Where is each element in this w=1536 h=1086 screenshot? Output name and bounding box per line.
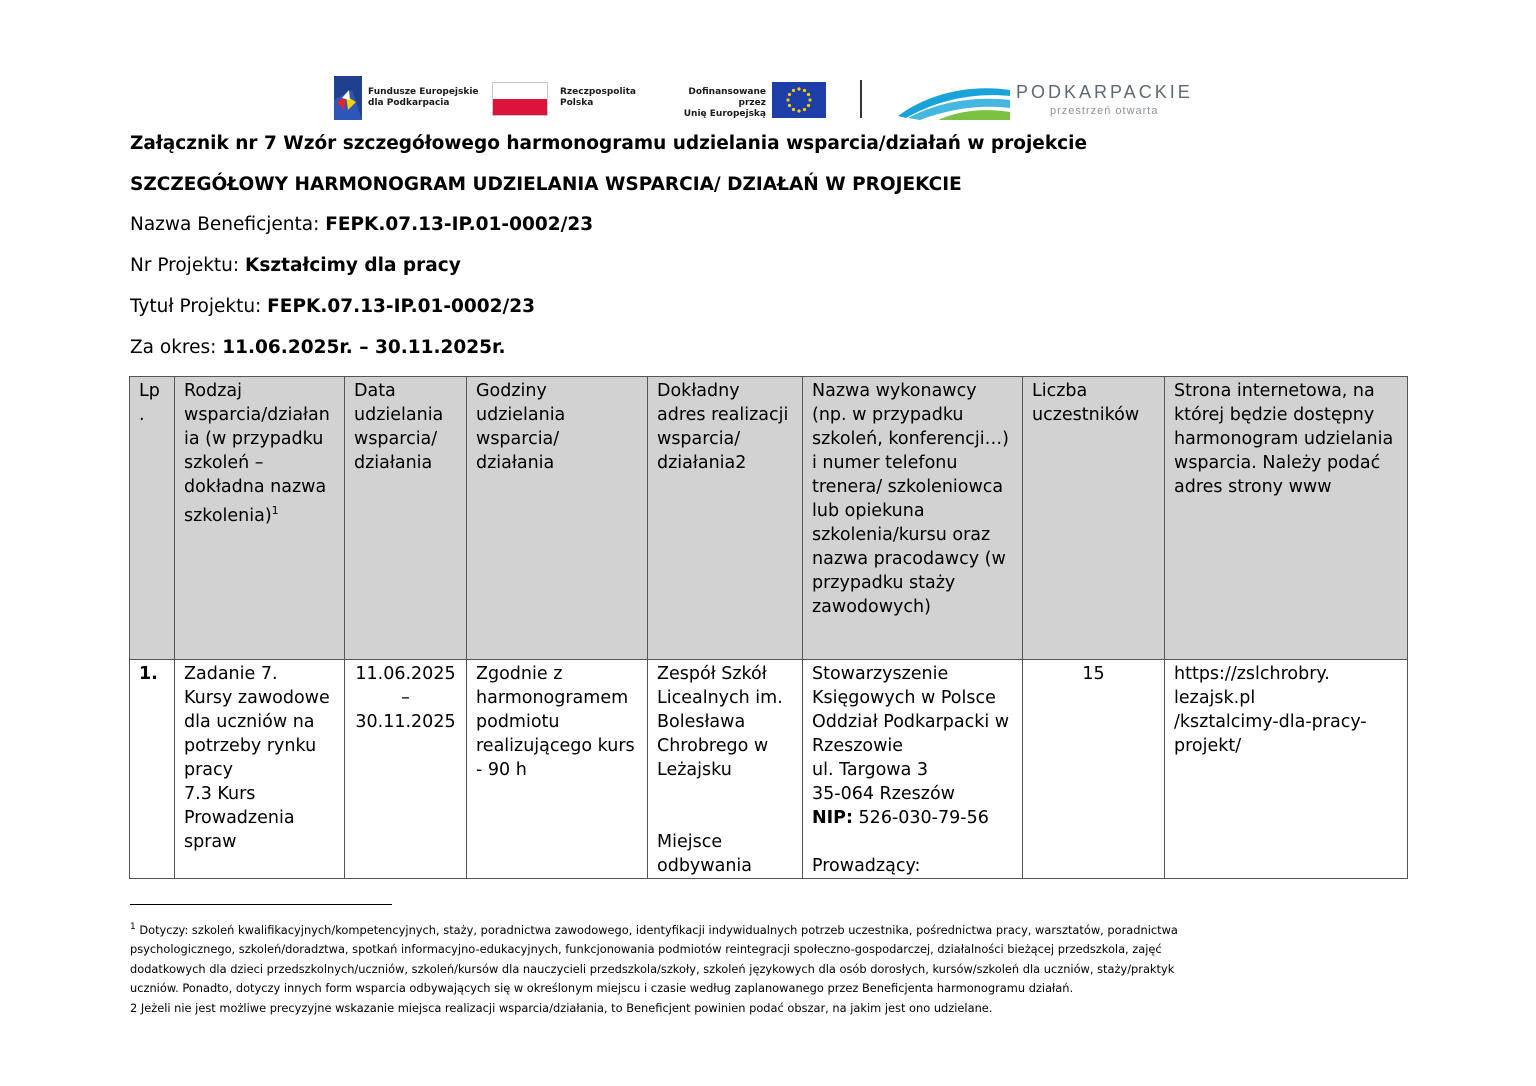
schedule-table bbox=[129, 376, 1408, 879]
project-title-line bbox=[130, 296, 535, 317]
text-line: Rzeszowie bbox=[812, 736, 904, 756]
text-line: nazwa pracodawcy (w bbox=[812, 549, 1006, 569]
text-line: Leżajsku bbox=[657, 760, 732, 780]
text-line: Liczba bbox=[1032, 381, 1088, 401]
text-line: Księgowych w Polsce bbox=[812, 688, 996, 708]
text-line: Chrobrego w bbox=[657, 736, 769, 756]
podkarpackie-name: PODKARPACKIE bbox=[1016, 82, 1193, 102]
text-line: Bolesława bbox=[657, 712, 746, 732]
text-line: Data bbox=[354, 381, 396, 401]
attachment-title: Załącznik nr 7 Wzór szczegółowego harmonogramu udzielania wsparcia/działań w projekcie bbox=[130, 133, 1088, 154]
text-line: realizującego kurs bbox=[476, 736, 635, 756]
address-part-a bbox=[657, 662, 793, 782]
text-line: odbywania bbox=[657, 856, 752, 876]
text-line: szkoleń, konferencji…) bbox=[812, 429, 1009, 449]
footnote-1-text bbox=[130, 923, 1178, 996]
eu-star-icon bbox=[786, 98, 789, 101]
cell-lp: 1. bbox=[130, 660, 175, 879]
text-line: Dokładny bbox=[657, 381, 740, 401]
text-line: Zgodnie z bbox=[476, 664, 563, 684]
eu-star-icon bbox=[807, 104, 810, 107]
footnote-2: 2 Jeżeli nie jest możliwe precyzyjne wskazanie miejsca realizacji wsparcia/działania, to Beneficjent powinien podać obszar, na jakim jest ono udzielane. bbox=[130, 1000, 993, 1015]
cell-website[interactable] bbox=[1165, 660, 1408, 879]
eu-star-icon bbox=[797, 109, 800, 112]
text-line: wsparcia/ bbox=[354, 429, 438, 449]
text-line: zawodowych) bbox=[812, 597, 931, 617]
text-line: Prowadzenia bbox=[184, 808, 295, 828]
text-line: której będzie dostępny bbox=[1174, 405, 1375, 425]
text-line: wsparcia/ bbox=[657, 429, 741, 449]
cell-date bbox=[345, 660, 467, 879]
text-line: wsparcia/ bbox=[476, 429, 560, 449]
beneficiary-value: FEPK.07.13-IP.01-0002/23 bbox=[325, 214, 594, 235]
footnote-1-mark: 1 bbox=[130, 922, 136, 932]
contractor-nip bbox=[812, 806, 1013, 830]
text-line: podmiotu bbox=[476, 712, 560, 732]
text-line: ia (w przypadku bbox=[184, 429, 324, 449]
text-line: szkolenia/kursu oraz bbox=[812, 525, 991, 545]
text-line: /ksztalcimy-dla-pracy- bbox=[1174, 712, 1367, 732]
project-number-label: Nr Projektu: bbox=[130, 255, 240, 276]
col-header-lp bbox=[130, 377, 175, 660]
nip-value: 526-030-79-56 bbox=[852, 808, 989, 828]
col-header-participants bbox=[1023, 377, 1165, 660]
footnotes bbox=[130, 918, 1230, 1018]
eu-star-icon bbox=[788, 93, 791, 96]
text-line: Zespół Szkół bbox=[657, 664, 767, 684]
text-line: wsparcia/działan bbox=[184, 405, 330, 425]
text-line: wsparcia. Należy podać bbox=[1174, 453, 1381, 473]
eu-star-icon bbox=[803, 108, 806, 111]
col-header-date bbox=[345, 377, 467, 660]
text-line: przypadku staży bbox=[812, 573, 956, 593]
cell-contractor bbox=[803, 660, 1023, 879]
eu-star-icon bbox=[797, 87, 800, 90]
cell-support-type bbox=[175, 660, 345, 879]
text-line: harmonogram udzielania bbox=[1174, 429, 1394, 449]
fe-logo-text: Fundusze Europejskie dla Podkarpacia bbox=[368, 87, 479, 108]
cell-address bbox=[648, 660, 803, 879]
text-line: spraw bbox=[184, 832, 237, 852]
eu-star-icon bbox=[792, 108, 795, 111]
col-header-contractor bbox=[803, 377, 1023, 660]
text-line: udzielania bbox=[476, 405, 566, 425]
text-line: szkolenia)$^1$ bbox=[184, 504, 279, 526]
eu-star-icon bbox=[807, 93, 810, 96]
eu-star-icon bbox=[792, 89, 795, 92]
table-row bbox=[130, 660, 1408, 879]
text-line: harmonogramem bbox=[476, 688, 629, 708]
footnote-line: uczniów. Ponadto, dotyczy innych form wsparcia odbywających się w określonym miejscu i czasie według zaplanowanego przez Beneficjenta harmonogramu działań. bbox=[130, 981, 1074, 996]
text-line: trenera/ szkoleniowca bbox=[812, 477, 1004, 497]
period-line bbox=[130, 337, 506, 358]
text-line: Nazwa wykonawcy bbox=[812, 381, 977, 401]
project-number-value: Kształcimy dla pracy bbox=[245, 255, 461, 276]
period-label: Za okres: bbox=[130, 337, 217, 358]
text-line: Zadanie 7. bbox=[184, 664, 278, 684]
text-line: - 90 h bbox=[476, 760, 527, 780]
project-title-label: Tytuł Projektu: bbox=[130, 296, 262, 317]
cell-hours bbox=[467, 660, 648, 879]
text-line: udzielania bbox=[354, 405, 444, 425]
project-number-line bbox=[130, 255, 461, 276]
text-line: Lp bbox=[139, 381, 160, 401]
text-line: Miejsce bbox=[657, 832, 723, 852]
text-line: dokładna nazwa bbox=[184, 477, 327, 497]
text-line: Prowadzący: bbox=[812, 856, 921, 876]
text-line: adres strony www bbox=[1174, 477, 1332, 497]
eu-star-icon bbox=[788, 104, 791, 107]
fundusze-europejskie-logo-icon bbox=[334, 76, 362, 120]
footnote-line: psychologicznego, szkoleń/doradztwa, spotkań informacyjno-edukacyjnych, funkcjonowania podmiotów reintegracji społeczno-gospodarczej, działalności bieżącej przedszkola, zajęć bbox=[130, 942, 1162, 957]
podkarpackie-tagline: przestrzeń otwarta bbox=[1050, 105, 1159, 117]
text-line: projekt/ bbox=[1174, 736, 1242, 756]
contractor-part-b bbox=[812, 854, 1013, 878]
nip-label: NIP: bbox=[812, 808, 853, 828]
text-line: https://zslchrobry. bbox=[1174, 664, 1330, 684]
footnote-line: Dotyczy: szkoleń kwalifikacyjnych/kompetencyjnych, staży, poradnictwa zawodowego, identyfikacji indywidualnych potrzeb uczestnika, pośrednictwa pracy, warsztatów, poradnictwa bbox=[135, 922, 1178, 937]
text-line: 35-064 Rzeszów bbox=[812, 784, 955, 804]
text-line: działania bbox=[354, 453, 433, 473]
text-line: . bbox=[139, 405, 145, 425]
text-line: potrzeby rynku bbox=[184, 736, 317, 756]
text-line: 7.3 Kurs bbox=[184, 784, 256, 804]
beneficiary-line bbox=[130, 214, 593, 235]
text-line: – bbox=[401, 688, 410, 708]
beneficiary-label: Nazwa Beneficjenta: bbox=[130, 214, 320, 235]
text-line: szkoleń – bbox=[184, 453, 264, 473]
footnote-ref: 1 bbox=[271, 504, 279, 517]
eu-star-icon bbox=[808, 98, 811, 101]
footnote-line: dodatkowych dla dzieci przedszkolnych/uczniów, szkoleń/kursów dla nauczycieli przedszkola/szkoły, szkoleń językowych dla osób dorosłych, kursów/szkoleń dla uczniów, staży/praktyk bbox=[130, 961, 1175, 976]
contractor-part-a bbox=[812, 662, 1013, 806]
project-title-value: FEPK.07.13-IP.01-0002/23 bbox=[267, 296, 536, 317]
poland-flag-icon bbox=[492, 82, 548, 116]
text-line: lub opiekuna bbox=[812, 501, 925, 521]
text-line: Stowarzyszenie bbox=[812, 664, 949, 684]
footnote-separator bbox=[130, 904, 392, 905]
text-line: adres realizacji bbox=[657, 405, 789, 425]
text-line: uczestników bbox=[1032, 405, 1140, 425]
text-line: Kursy zawodowe bbox=[184, 688, 330, 708]
col-header-address bbox=[648, 377, 803, 660]
text-line: ul. Targowa 3 bbox=[812, 760, 929, 780]
footnote-1 bbox=[130, 918, 1230, 999]
col-header-support-type bbox=[175, 377, 345, 660]
table-header-row bbox=[130, 377, 1408, 660]
text-line: i numer telefonu bbox=[812, 453, 958, 473]
col-header-website bbox=[1165, 377, 1408, 660]
cell-participants: 15 bbox=[1023, 660, 1165, 879]
text-line: lezajsk.pl bbox=[1174, 688, 1256, 708]
eu-flag-icon bbox=[772, 82, 826, 118]
text-line: 30.11.2025 bbox=[355, 712, 456, 732]
text-line: Rodzaj bbox=[184, 381, 242, 401]
main-title: SZCZEGÓŁOWY HARMONOGRAM UDZIELANIA WSPARCIA/ DZIAŁAŃ W PROJEKCIE bbox=[130, 174, 962, 195]
podkarpackie-logo-icon bbox=[898, 80, 1010, 120]
text-line: Godziny bbox=[476, 381, 547, 401]
logo-strip bbox=[334, 74, 1204, 122]
text-line: działania bbox=[476, 453, 555, 473]
text-line: Oddział Podkarpacki w bbox=[812, 712, 1010, 732]
eu-logo-text: Dofinansowane przez Unię Europejską bbox=[683, 87, 766, 119]
logo-divider bbox=[860, 80, 862, 118]
text-line: pracy bbox=[184, 760, 234, 780]
text-line: Licealnych im. bbox=[657, 688, 783, 708]
text-line: dla uczniów na bbox=[184, 712, 315, 732]
text-line: (np. w przypadku bbox=[812, 405, 964, 425]
eu-star-icon bbox=[803, 89, 806, 92]
text-line: Strona internetowa, na bbox=[1174, 381, 1375, 401]
col-header-hours bbox=[467, 377, 648, 660]
text-line: działania2 bbox=[657, 453, 747, 473]
period-value: 11.06.2025r. – 30.11.2025r. bbox=[222, 337, 506, 358]
poland-logo-text: Rzeczpospolita Polska bbox=[560, 87, 636, 108]
address-part-b bbox=[657, 830, 793, 878]
text-line: 11.06.2025 bbox=[355, 664, 456, 684]
